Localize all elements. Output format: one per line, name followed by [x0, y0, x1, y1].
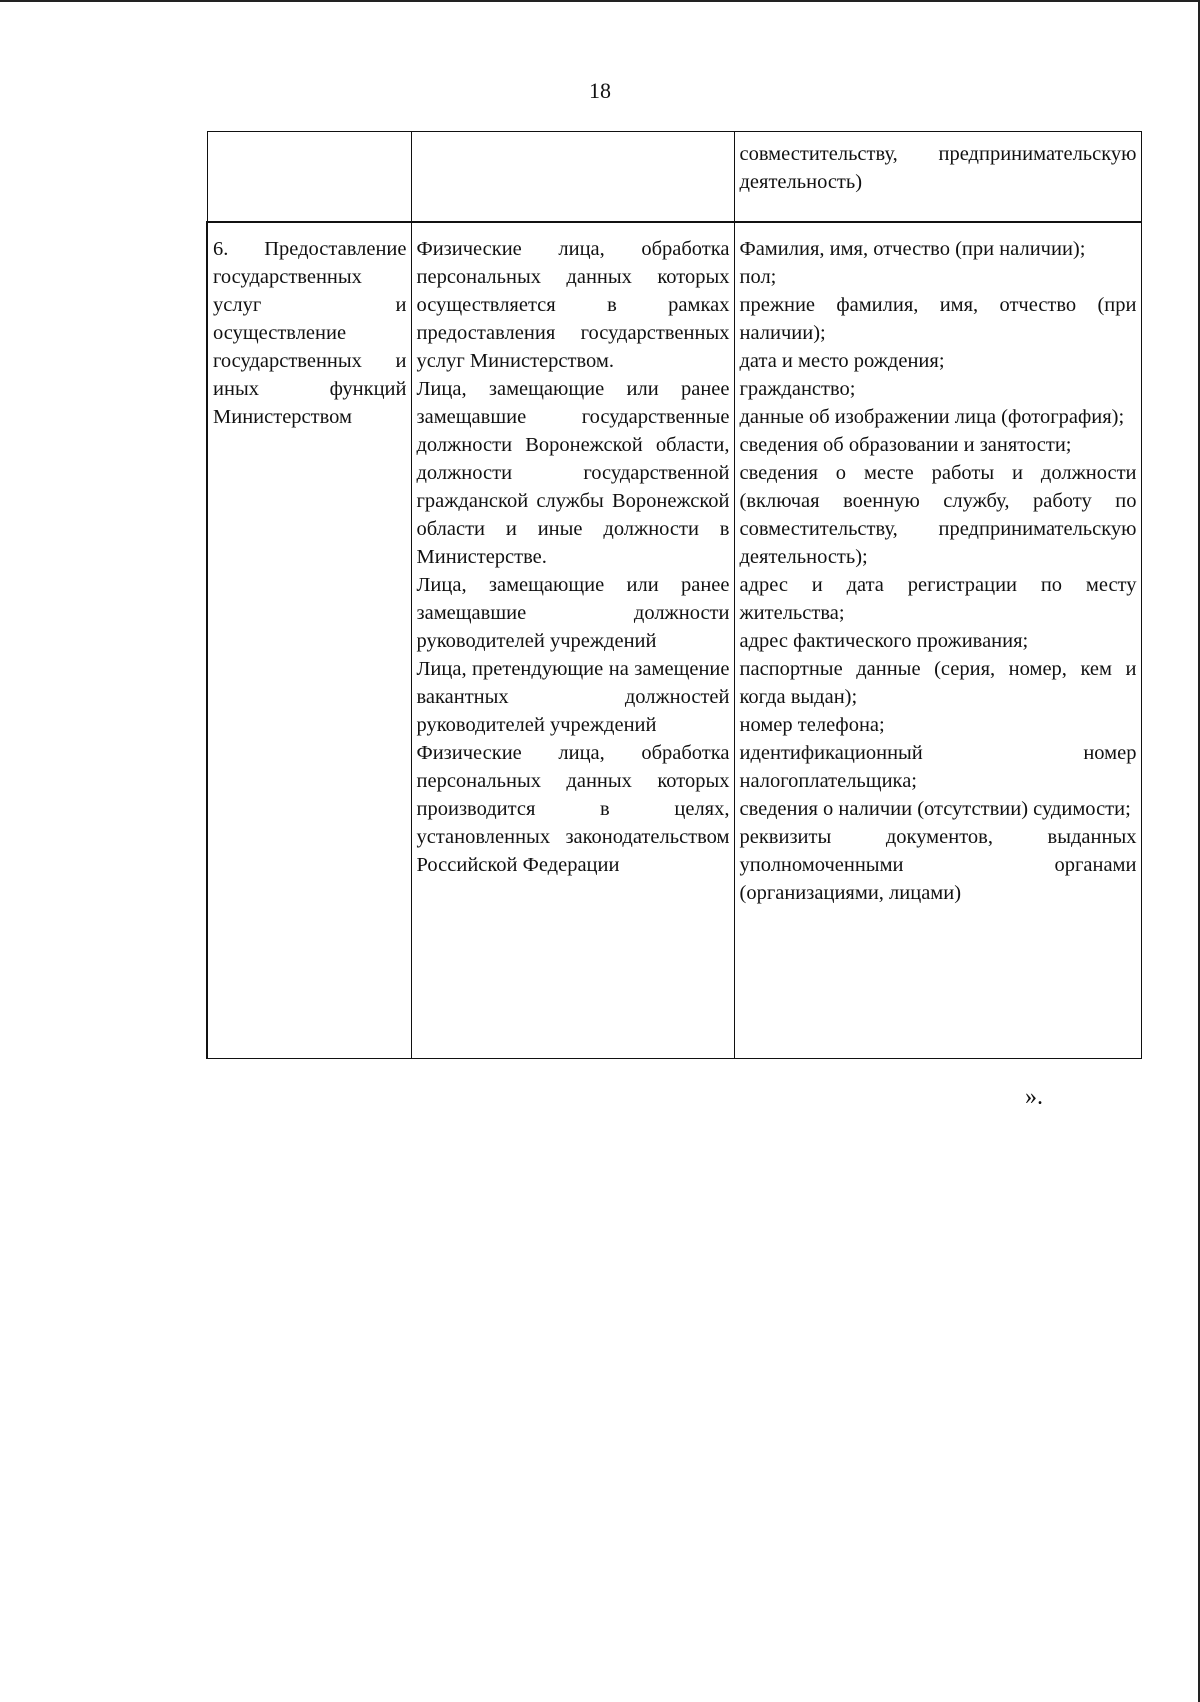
- table-cell-activity: [207, 132, 411, 223]
- data-table: [206, 131, 1142, 1059]
- data-category-item: Фамилия, имя, отчество (при наличии);: [739, 238, 1086, 260]
- subject-paragraph: Лица, замещающие или ранее замещавшие государственные должности Воронежской области, должности государственной гражданской службы Воронежской области и иные должности в Министерстве.: [416, 378, 730, 568]
- data-category-item: реквизиты документов, выданных уполномоченными органами (организациями, лицами): [739, 826, 1137, 904]
- table-row-continued: [207, 132, 1141, 223]
- closing-quote-mark: ».: [1025, 1084, 1043, 1110]
- data-category-item: идентификационный номер налогоплательщика;: [739, 742, 1137, 792]
- table-cell-data-categories: совместительству, предпринимательскую деятельность): [734, 132, 1141, 223]
- data-category-item: номер телефона;: [739, 714, 885, 736]
- table-row-6: [207, 222, 1141, 1059]
- subject-paragraph: Лица, замещающие или ранее замещавшие должности руководителей учреждений: [416, 574, 730, 652]
- data-category-item: сведения о месте работы и должности (включая военную службу, работу по совместительству, предпринимательскую деятельность);: [739, 462, 1137, 568]
- table-cell-activity: 6. Предоставление государственных услуг и осуществление государственных и иных функций Министерством: [207, 222, 411, 1059]
- data-category-item: сведения о наличии (отсутствии) судимости;: [739, 798, 1131, 820]
- data-category-item: данные об изображении лица (фотография);: [739, 406, 1125, 428]
- table-cell-data-categories: [734, 222, 1141, 1059]
- data-category-item: пол;: [739, 266, 777, 288]
- table-cell-subjects: [411, 132, 734, 223]
- data-category-item: паспортные данные (серия, номер, кем и когда выдан);: [739, 658, 1137, 708]
- data-category-item: гражданство;: [739, 378, 856, 400]
- data-category-item: адрес фактического проживания;: [739, 630, 1029, 652]
- page-number: 18: [589, 78, 611, 103]
- subject-paragraph: Физические лица, обработка персональных данных которых осуществляется в рамках предоставления государственных услуг Министерством.: [416, 238, 730, 372]
- data-category-item: сведения об образовании и занятости;: [739, 434, 1072, 456]
- data-category-item: адрес и дата регистрации по месту жительства;: [739, 574, 1137, 624]
- data-category-item: дата и место рождения;: [739, 350, 945, 372]
- data-category-item: прежние фамилия, имя, отчество (при наличии);: [739, 294, 1137, 344]
- subject-paragraph: Лица, претендующие на замещение вакантных должностей руководителей учреждений: [416, 658, 730, 736]
- scan-edge-top: [0, 0, 1200, 2]
- subject-paragraph: Физические лица, обработка персональных данных которых производится в целях, установленных законодательством Российской Федерации: [416, 742, 730, 876]
- table-cell-subjects: [411, 222, 734, 1059]
